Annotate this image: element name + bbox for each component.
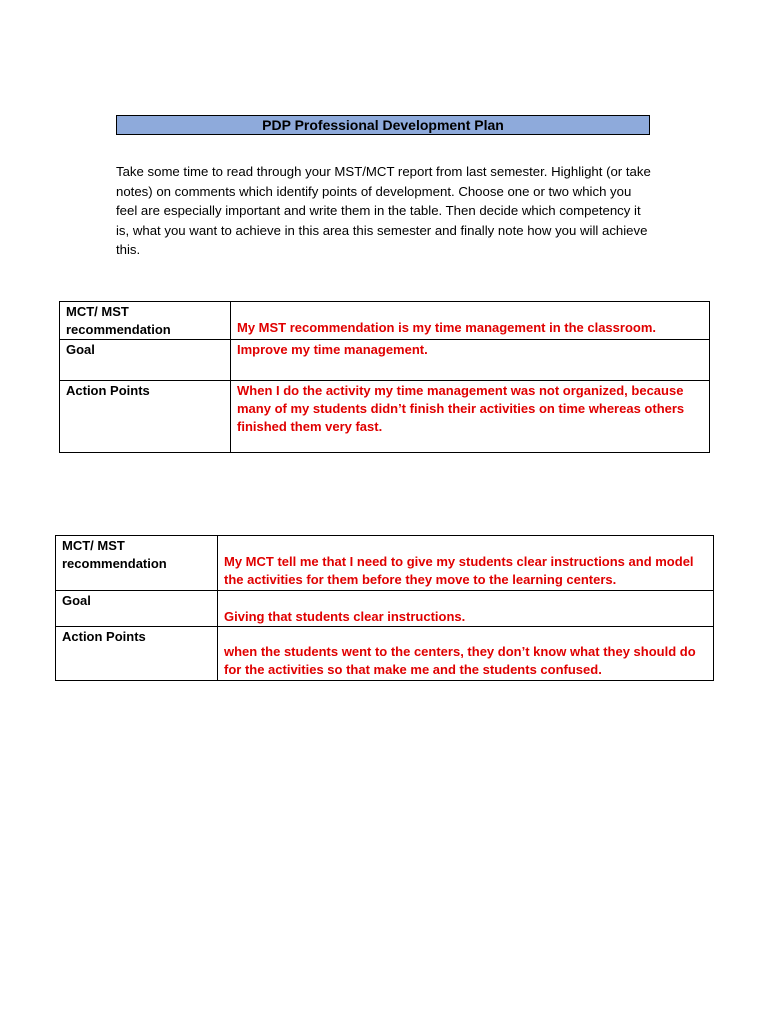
action-points-text: when the students went to the centers, they don’t know what they should do for the activities so that make me and the students confused.	[224, 644, 696, 677]
plan-table-1	[59, 301, 710, 453]
instructions-paragraph: Take some time to read through your MST/MCT report from last semester. Highlight (or take notes) on comments which identify points of development. Choose one or two which you feel are especially important and write them in the table. Then decide which competency it is, what you want to achieve in this area this semester and finally note how you will achieve this.	[116, 164, 651, 258]
plan-table-2	[55, 535, 714, 681]
recommendation-label-line-1: MCT/ MST	[62, 538, 125, 553]
goal-label: Goal	[60, 340, 231, 381]
goal-text: Giving that students clear instructions.	[224, 609, 466, 624]
recommendation-value	[231, 302, 710, 340]
action-points-text: When I do the activity my time management was not organized, because many of my students didn’t finish their activities on time whereas others finished them very fast.	[237, 383, 685, 434]
action-points-value	[231, 381, 710, 453]
recommendation-text: My MST recommendation is my time management in the classroom.	[237, 320, 656, 335]
goal-value	[231, 340, 710, 381]
table-row	[60, 302, 710, 340]
document-title: PDP Professional Development Plan	[116, 115, 650, 135]
table-row	[60, 340, 710, 381]
goal-text: Improve my time management.	[237, 342, 428, 357]
table-row	[56, 627, 714, 681]
recommendation-value	[218, 536, 714, 591]
table-row	[56, 591, 714, 627]
recommendation-label-line-2: recommendation	[62, 556, 167, 571]
action-points-label: Action Points	[56, 627, 218, 681]
table-row	[60, 381, 710, 453]
recommendation-label-line-1: MCT/ MST	[66, 304, 129, 319]
table-row	[56, 536, 714, 591]
action-points-label: Action Points	[60, 381, 231, 453]
goal-label: Goal	[56, 591, 218, 627]
recommendation-text: My MCT tell me that I need to give my students clear instructions and model the activities for them before they move to the learning centers.	[224, 554, 694, 587]
goal-value	[218, 591, 714, 627]
action-points-value	[218, 627, 714, 681]
recommendation-label	[56, 536, 218, 591]
recommendation-label-line-2: recommendation	[66, 322, 171, 337]
recommendation-label	[60, 302, 231, 340]
